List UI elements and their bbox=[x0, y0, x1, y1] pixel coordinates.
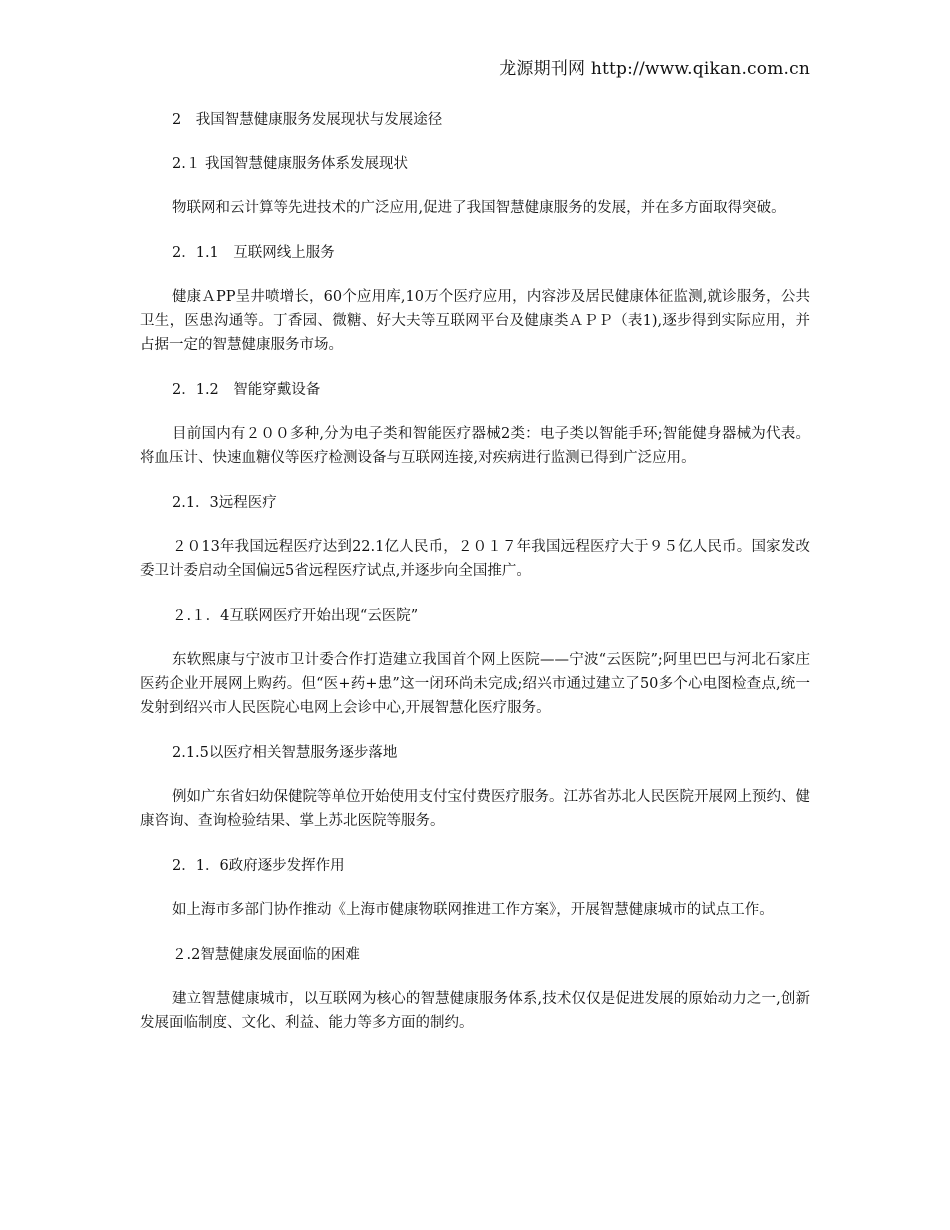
paragraph-2-1-4: 东软熙康与宁波市卫计委合作打造建立我国首个网上医院——宁波“云医院”;阿里巴巴与河北石家庄医药企业开展网上购药。但“医+药+患”这一闭环尚未完成;绍兴市通过建立了50多个心电图检查点,统一发射到绍兴市人民医院心电网上会诊中心,开展智慧化医疗服务。 bbox=[140, 652, 810, 716]
section-heading-2-1-3: 2.1．3远程医疗 bbox=[172, 495, 277, 511]
page-header-site: 龙源期刊网 http://www.qikan.com.cn bbox=[499, 59, 810, 79]
paragraph-2-1-3: ２０13年我国远程医疗达到22.1亿人民币，２０１７年我国远程医疗大于９５亿人民币。国家发改委卫计委启动全国偏远5省远程医疗试点,并逐步向全国推广。 bbox=[140, 539, 810, 579]
paragraph-2-2: 建立智慧健康城市，以互联网为核心的智慧健康服务体系,技术仅仅是促进发展的原始动力之一,创新发展面临制度、文化、利益、能力等多方面的制约。 bbox=[140, 991, 810, 1031]
section-heading-2: 2 我国智慧健康服务发展现状与发展途径 bbox=[172, 112, 443, 128]
section-heading-2-2: ２.2智慧健康发展面临的困难 bbox=[172, 947, 360, 963]
paragraph-2-1-5: 例如广东省妇幼保健院等单位开始使用支付宝付费医疗服务。江苏省苏北人民医院开展网上预约、健康咨询、查询检验结果、掌上苏北医院等服务。 bbox=[140, 789, 810, 829]
section-heading-2-1-1: 2．1.1 互联网线上服务 bbox=[172, 245, 335, 261]
section-heading-2-1: 2.１ 我国智慧健康服务体系发展现状 bbox=[172, 156, 408, 172]
paragraph-2-1-2: 目前国内有２００多种,分为电子类和智能医疗器械2类：电子类以智能手环;智能健身器械为代表。将血压计、快速血糖仪等医疗检测设备与互联网连接,对疾病进行监测已得到广泛应用。 bbox=[140, 426, 810, 466]
section-heading-2-1-5: 2.1.5以医疗相关智慧服务逐步落地 bbox=[172, 745, 398, 761]
paragraph-2-1-intro: 物联网和云计算等先进技术的广泛应用,促进了我国智慧健康服务的发展，并在多方面取得突破。 bbox=[172, 200, 786, 216]
section-heading-2-1-6: 2．1．6政府逐步发挥作用 bbox=[172, 858, 345, 874]
paragraph-2-1-1: 健康ＡPP呈井喷增长，60个应用库,10万个医疗应用，内容涉及居民健康体征监测,就诊服务，公共卫生，医患沟通等。丁香园、微糖、好大夫等互联网平台及健康类ＡＰＰ（表1),逐步得到实际应用，并占据一定的智慧健康服务市场。 bbox=[140, 289, 810, 353]
paragraph-2-1-6: 如上海市多部门协作推动《上海市健康物联网推进工作方案》，开展智慧健康城市的试点工作。 bbox=[172, 902, 774, 918]
section-heading-2-1-4: ２.１．4互联网医疗开始出现“云医院” bbox=[172, 608, 419, 624]
section-heading-2-1-2: 2．1.2 智能穿戴设备 bbox=[172, 382, 321, 398]
document-body bbox=[140, 108, 810, 1035]
